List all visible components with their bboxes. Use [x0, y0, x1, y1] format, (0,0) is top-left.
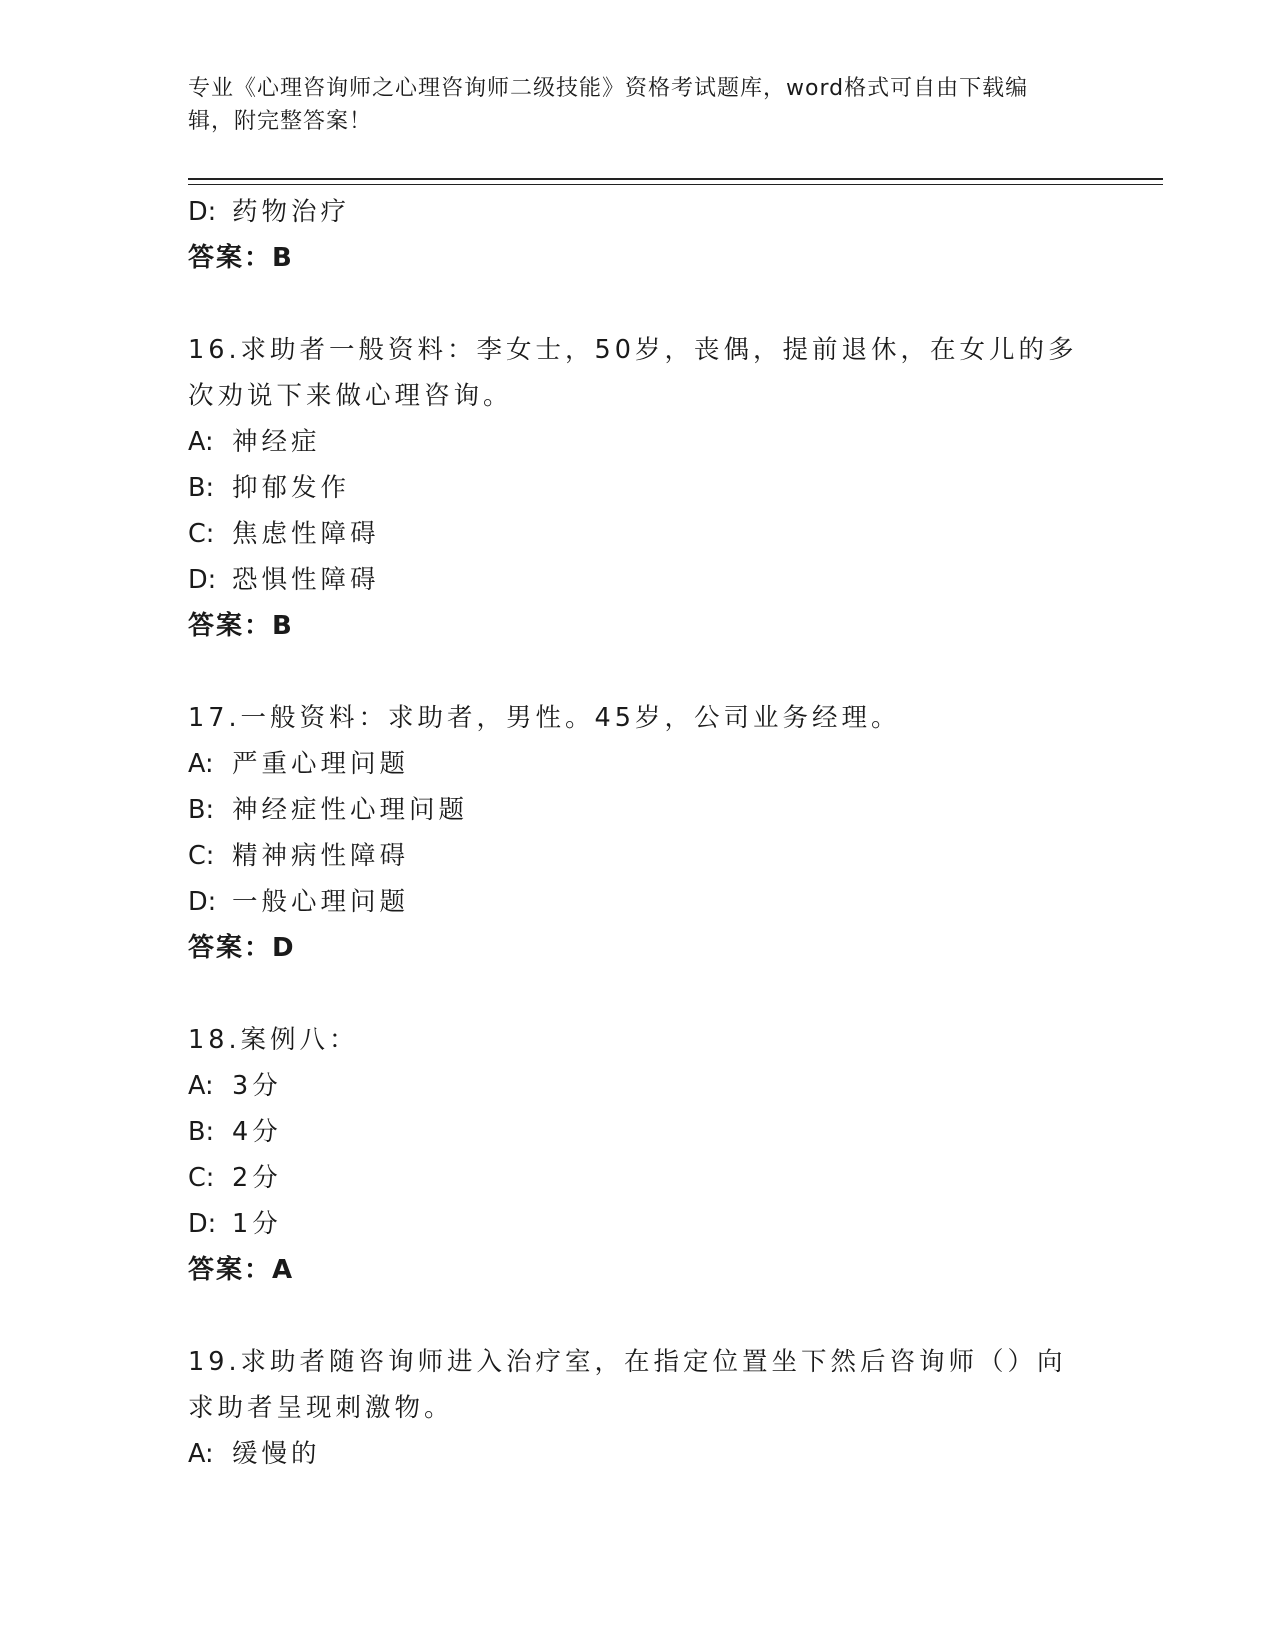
- option-d: [188, 557, 1148, 603]
- option-text: 焦虑性障碍: [232, 519, 380, 549]
- option-letter: A:: [188, 749, 214, 779]
- option-letter: A:: [188, 1071, 214, 1101]
- option-text: 1分: [232, 1209, 282, 1239]
- question-16: [188, 327, 1148, 649]
- option-letter: A:: [188, 1439, 214, 1469]
- answer-line: 答案：A: [188, 1255, 295, 1285]
- partial-question: [188, 189, 1148, 281]
- option-letter: B:: [188, 795, 215, 825]
- option-c: [188, 833, 1148, 879]
- option-letter: C:: [188, 841, 215, 871]
- option-letter: B:: [188, 1117, 215, 1147]
- question-text: 16.求助者一般资料：李女士，50岁，丧偶，提前退休，在女儿的多次劝说下来做心理咨询。: [188, 335, 1078, 411]
- option-letter: A:: [188, 427, 214, 457]
- question-text: 18.案例八：: [188, 1025, 359, 1055]
- answer-line: 答案：B: [188, 611, 294, 641]
- option-text: 2分: [232, 1163, 282, 1193]
- header-divider-thin: [188, 184, 1163, 185]
- option-letter: D:: [188, 1209, 217, 1239]
- question-text: 17.一般资料：求助者，男性。45岁，公司业务经理。: [188, 703, 901, 733]
- option-letter: B:: [188, 473, 215, 503]
- option-a: [188, 419, 1148, 465]
- option-text: 恐惧性障碍: [232, 565, 380, 595]
- document-body: [188, 189, 1148, 1477]
- option-b: [188, 787, 1148, 833]
- option-text: 一般心理问题: [232, 887, 410, 917]
- option-text: 神经症性心理问题: [232, 795, 469, 825]
- document-header: 专业《心理咨询师之心理咨询师二级技能》资格考试题库，word格式可自由下载编辑，附完整答案！: [188, 76, 1029, 134]
- option-c: [188, 1155, 1148, 1201]
- option-text: 抑郁发作: [232, 473, 351, 503]
- question-18: [188, 1017, 1148, 1293]
- option-a: [188, 1063, 1148, 1109]
- option-b: [188, 465, 1148, 511]
- option-text: 缓慢的: [232, 1439, 321, 1469]
- spacer: [188, 971, 1148, 1017]
- option-letter: D:: [188, 565, 217, 595]
- option-a: [188, 1431, 1148, 1477]
- spacer: [188, 1293, 1148, 1339]
- question-17: [188, 695, 1148, 971]
- question-text: 19.求助者随咨询师进入治疗室，在指定位置坐下然后咨询师（）向求助者呈现刺激物。: [188, 1347, 1067, 1423]
- option-b: [188, 1109, 1148, 1155]
- spacer: [188, 649, 1148, 695]
- option-text: 药物治疗: [232, 197, 351, 227]
- header-divider-thick: [188, 178, 1163, 180]
- option-d: [188, 1201, 1148, 1247]
- option-letter: D:: [188, 887, 217, 917]
- option-text: 4分: [232, 1117, 282, 1147]
- answer-line: 答案：D: [188, 933, 296, 963]
- option-a: [188, 741, 1148, 787]
- option-text: 3分: [232, 1071, 282, 1101]
- spacer: [188, 281, 1148, 327]
- option-text: 精神病性障碍: [232, 841, 410, 871]
- option-text: 严重心理问题: [232, 749, 410, 779]
- option-text: 神经症: [232, 427, 321, 457]
- option-d: [188, 879, 1148, 925]
- option-letter: C:: [188, 1163, 215, 1193]
- question-19: [188, 1339, 1148, 1477]
- option-letter: D:: [188, 197, 217, 227]
- option-letter: C:: [188, 519, 215, 549]
- option-c: [188, 511, 1148, 557]
- option-d: [188, 189, 1148, 235]
- answer-line: 答案：B: [188, 243, 294, 273]
